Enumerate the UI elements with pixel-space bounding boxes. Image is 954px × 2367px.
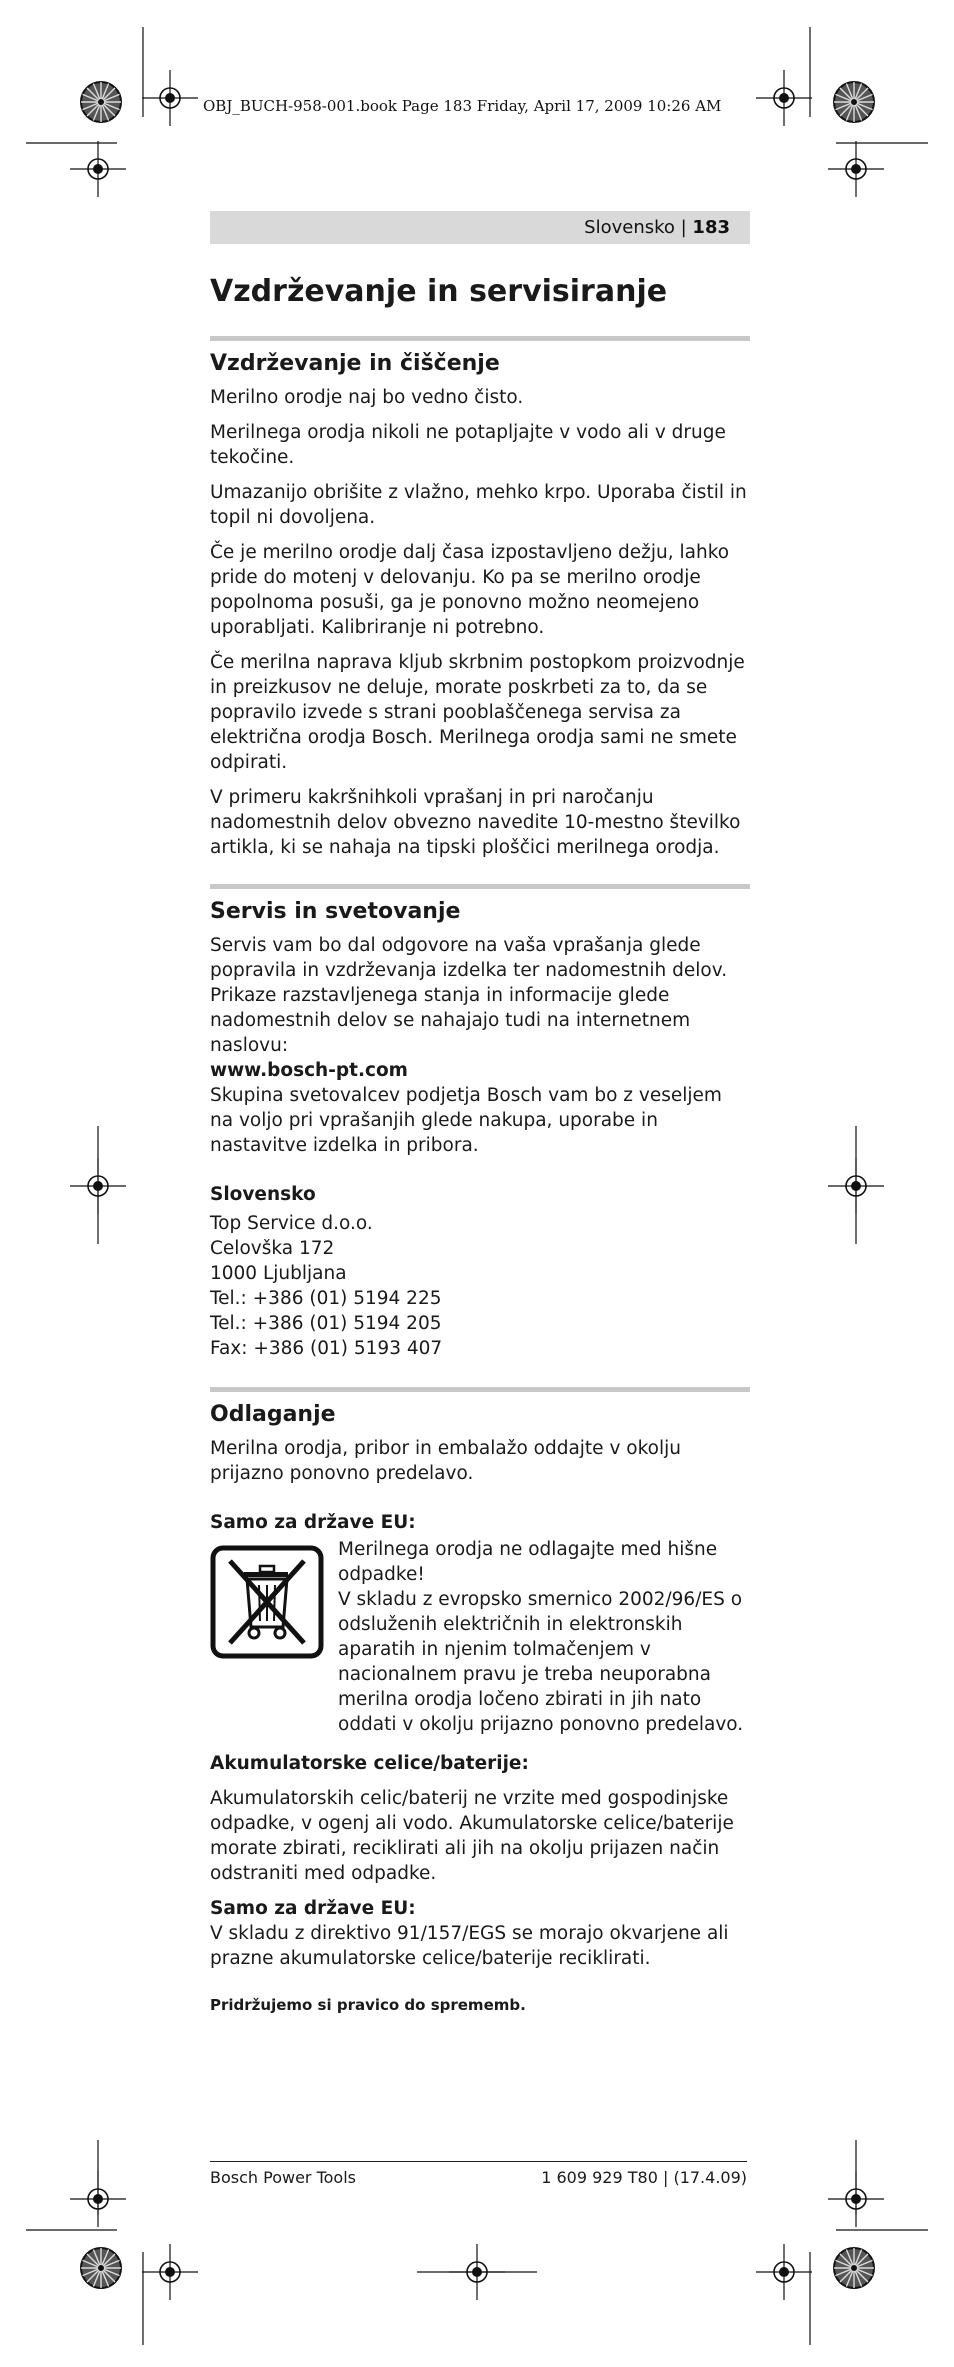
address-line: 1000 Ljubljana [210,1263,347,1284]
page-title: Vzdrževanje in servisiranje [210,274,668,309]
running-head [210,211,750,244]
advisors-paragraph: Skupina svetovalcev podjetja Bosch vam bo z veseljem na voljo pri vprašanjih glede nakupa, uporabe in nastavitve izdelka in pribora. [210,1085,722,1156]
phone-line: Tel.: +386 (01) 5194 225 [210,1288,442,1309]
print-job-header: OBJ_BUCH-958-001.book Page 183 Friday, April 17, 2009 10:26 AM [203,97,722,115]
page-number: 183 [692,217,730,238]
service-address [210,1211,750,1361]
battery-heading: Akumulatorske celice/baterije: [210,1753,529,1774]
paragraph: Če je merilno orodje dalj časa izpostavljeno dežju, lahko pride do motenj v delovanju. Ko pa se merilno orodje popolnoma posuši, ga je ponovno možno neomejeno uporabljati. Kalibriranje ni potrebno. [210,542,730,638]
registration-crosshair-icon [142,70,198,126]
color-bar-starburst-icon [81,82,121,122]
registration-crosshair-icon [142,2244,198,2300]
color-bar-starburst-icon [834,82,874,122]
registration-crosshair-icon [828,141,884,197]
footer-doc-number: 1 609 929 T80 | (17.4.09) [541,2168,747,2187]
section-divider [210,336,750,341]
paragraph: Merilnega orodja nikoli ne potapljajte v vodo ali v druge tekočine. [210,422,726,468]
service-url-link[interactable]: www.bosch-pt.com [210,1060,408,1081]
eu-directive-text: V skladu z evropsko smernico 2002/96/ES o odsluženih električnih in elektronskih aparatih in njenim tolmačenjem v nacionalnem pravu je treba neuporabna merilna orodja ločeno zbirati in jih nato oddati v okolju prijazno ponovno predelavo. [338,1589,744,1735]
registration-crosshair-icon [756,2244,812,2300]
crossed-out-bin-icon [210,1545,324,1659]
running-head-language: Slovensko [584,217,675,238]
address-line: Celovška 172 [210,1238,335,1259]
registration-crosshair-icon [756,70,812,126]
paragraph: V primeru kakršnihkoli vprašanj in pri naročanju nadomestnih delov obvezno navedite 10-mestno številko artikla, ki se nahaja na tipski ploščici merilnega orodja. [210,787,741,858]
eu-warning: Merilnega orodja ne odlagajte med hišne odpadke! [338,1539,718,1585]
running-head-separator: | [674,217,693,238]
battery-eu-paragraph: V skladu z direktivo 91/157/EGS se morajo okvarjene ali prazne akumulatorske celice/baterije reciklirati. [210,1923,729,1969]
paragraph: Če merilna naprava kljub skrbnim postopkom proizvodnje in preizkusov ne deluje, morate poskrbeti za to, da se popravilo izvede s strani pooblaščenega servisa za električna orodja Bosch. Merilnega orodja sami ne smete odpirati. [210,652,745,773]
section-heading-disposal: Odlaganje [210,1402,336,1427]
color-bar-starburst-icon [81,2248,121,2288]
section-heading-maintenance: Vzdrževanje in čiščenje [210,351,500,376]
eu-only-heading: Samo za države EU: [210,1512,416,1533]
phone-line: Tel.: +386 (01) 5194 205 [210,1313,442,1334]
paragraph: Merilno orodje naj bo vedno čisto. [210,387,524,408]
reservation-note: Pridržujemo si pravico do sprememb. [210,1996,526,2014]
service-intro: Servis vam bo dal odgovore na vaša vprašanja glede popravila in vzdrževanja izdelka ter nadomestnih delov. Prikaze razstavljenega stanja in informacije glede nadomestnih delov se nahajajo tudi na internetnem naslovu: [210,935,728,1056]
weee-notice [210,1537,750,1737]
footer-brand: Bosch Power Tools [210,2168,356,2187]
fax-line: Fax: +386 (01) 5193 407 [210,1338,443,1359]
country-heading: Slovensko [210,1184,316,1205]
page-footer [210,2161,747,2187]
battery-paragraph: Akumulatorskih celic/baterij ne vrzite med gospodinjske odpadke, v ogenj ali vodo. Akumulatorske celice/baterije morate zbirati, reciklirati ali jih na okolju prijazen način odstraniti med odpadke. [210,1788,734,1884]
registration-crosshair-icon [70,141,126,197]
color-bar-starburst-icon [834,2248,874,2288]
section-divider [210,884,750,889]
disposal-intro: Merilna orodja, pribor in embalažo oddajte v okolju prijazno ponovno predelavo. [210,1438,681,1484]
page-content [210,274,750,2018]
section-divider [210,1387,750,1392]
paragraph: Umazanijo obrišite z vlažno, mehko krpo. Uporaba čistil in topil ni dovoljena. [210,482,747,528]
section-heading-service: Servis in svetovanje [210,899,461,924]
eu-only-heading-2: Samo za države EU: [210,1898,416,1919]
address-line: Top Service d.o.o. [210,1213,373,1234]
